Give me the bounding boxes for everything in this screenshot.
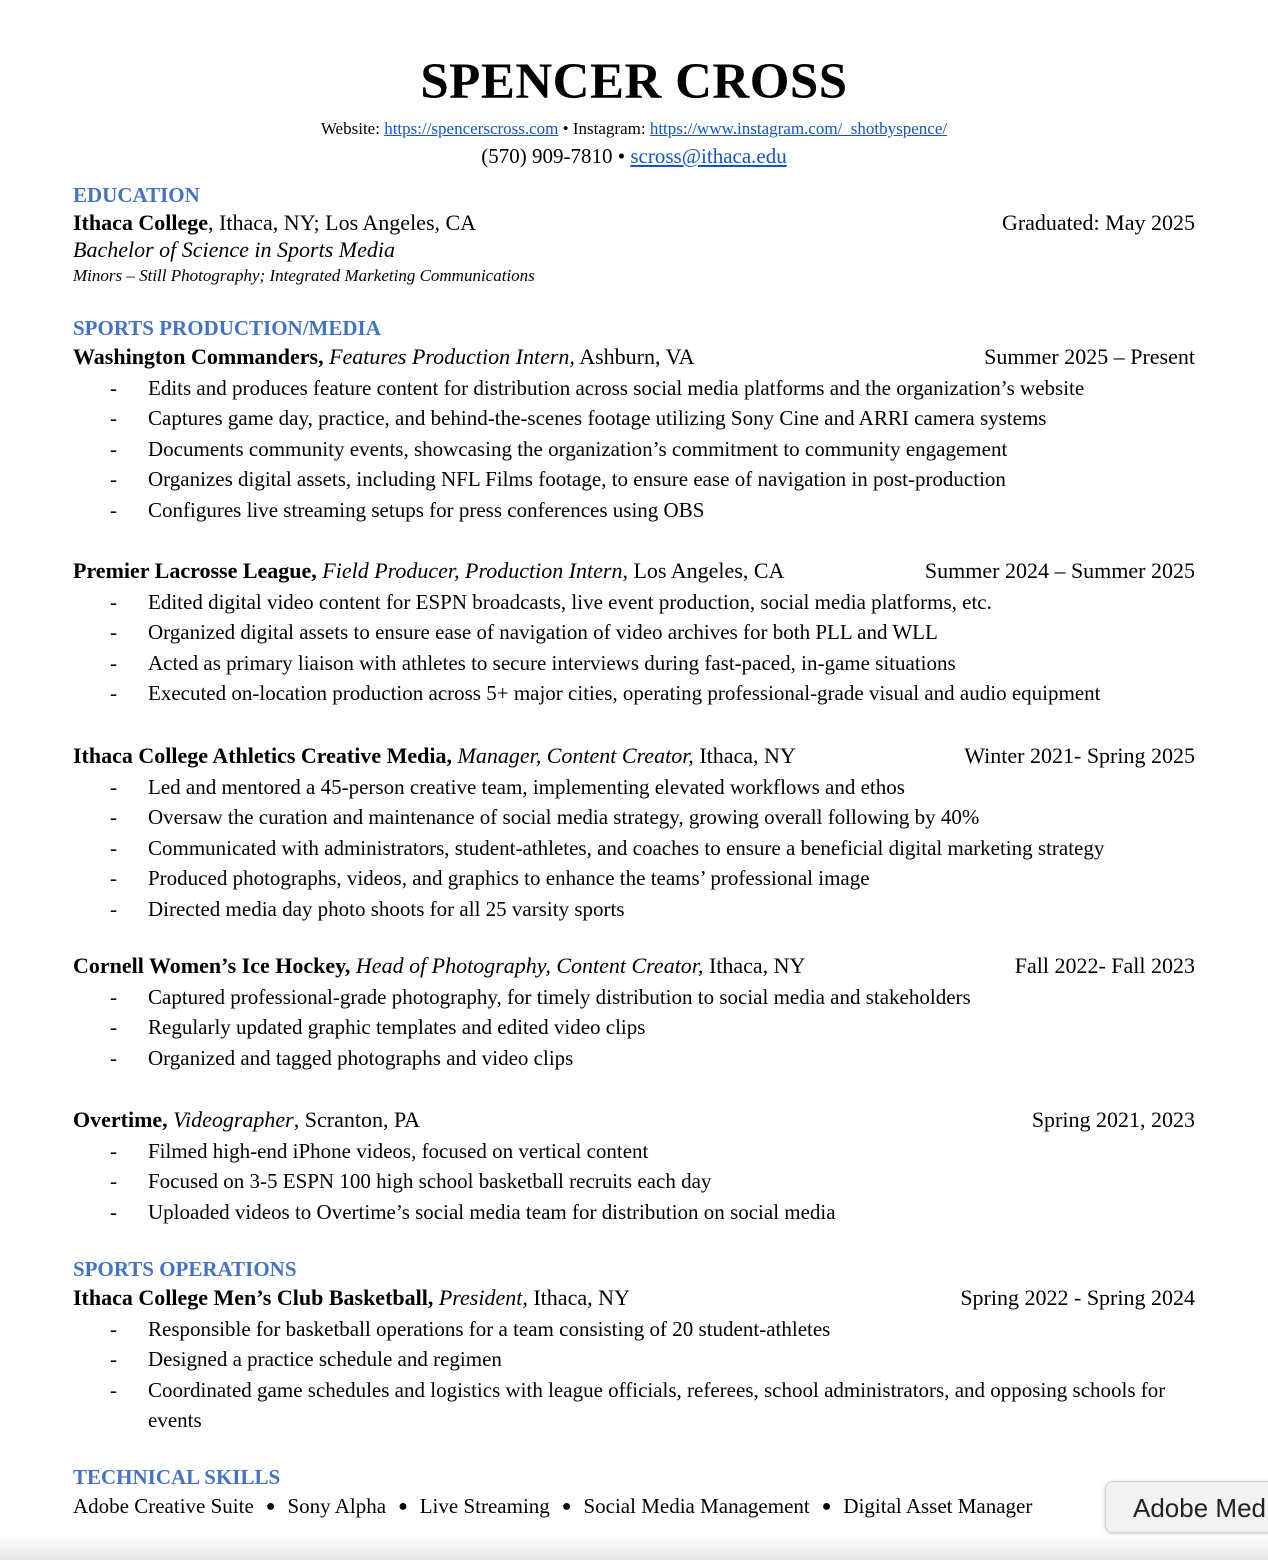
tooltip-overlay[interactable]: Adobe Med <box>1105 1481 1268 1533</box>
job-header <box>73 951 1195 981</box>
list-item: - Uploaded videos to Overtime’s social media team for distribution on social media <box>110 1199 836 1224</box>
job-header <box>73 342 1195 372</box>
list-item: - Coordinated game schedules and logistics with league officials, referees, school administrators, and opposing schools for events <box>110 1377 1166 1433</box>
skill-item: Live Streaming <box>419 1494 550 1518</box>
section-title-sports-operations: SPORTS OPERATIONS <box>73 1257 297 1281</box>
job-date: Summer 2025 – Present <box>984 344 1195 369</box>
list-item: - Organized digital assets to ensure ease of navigation of video archives for both PLL and WLL <box>110 620 938 645</box>
job-org: Premier Lacrosse League, <box>73 558 317 583</box>
window-bottom-edge <box>0 1535 1268 1560</box>
skill-item: Sony Alpha <box>287 1494 387 1518</box>
list-item: - Led and mentored a 45-person creative team, implementing elevated workflows and ethos <box>110 775 905 799</box>
list-item: - Responsible for basketball operations for a team consisting of 20 student-athletes <box>110 1317 831 1341</box>
job-bullets <box>0 1136 1268 1227</box>
list-item: - Produced photographs, videos, and graphics to enhance the teams’ professional image <box>110 866 870 891</box>
skill-item: Social Media Management <box>583 1494 810 1518</box>
education-row <box>73 208 1195 238</box>
job-header <box>73 556 1195 586</box>
job-role: Manager, Content Creator, <box>452 743 694 768</box>
job-location: Ithaca, NY <box>703 953 806 978</box>
list-item: - Acted as primary liaison with athletes to secure interviews during fast-paced, in-game situations <box>110 650 956 675</box>
list-item: - Captures game day, practice, and behind-the-scenes footage utilizing Sony Cine and ARRI camera systems <box>110 406 1047 431</box>
website-link[interactable]: https://spencerscross.com <box>384 119 559 138</box>
job-bullets <box>0 772 1268 924</box>
email-link[interactable]: scross@ithaca.edu <box>630 144 787 168</box>
list-item: - Regularly updated graphic templates and edited video clips <box>110 1015 646 1040</box>
job-location: Los Angeles, CA <box>627 558 785 583</box>
skill-separator: ● <box>265 1498 276 1515</box>
list-item: - Executed on-location production across 5+ major cities, operating professional-grade visual and audio equipment <box>110 681 1101 706</box>
job-header <box>73 1283 1195 1313</box>
job-role: Videographer <box>167 1107 294 1132</box>
list-item: - Organized and tagged photographs and video clips <box>110 1045 574 1070</box>
list-item: - Configures live streaming setups for press conferences using OBS <box>110 497 705 522</box>
section-title-education: EDUCATION <box>73 183 200 207</box>
graduation-date: Graduated: May 2025 <box>1001 210 1195 235</box>
job-org: Cornell Women’s Ice Hockey, <box>73 953 351 978</box>
job-org: Overtime, <box>73 1107 168 1132</box>
skill-item: Digital Asset Manager <box>843 1494 1033 1518</box>
contact-separator: • <box>558 119 573 138</box>
list-item: - Filmed high-end iPhone videos, focused on vertical content <box>110 1139 649 1163</box>
list-item: - Oversaw the curation and maintenance of social media strategy, growing overall following by 40% <box>110 805 980 830</box>
list-item: - Communicated with administrators, student-athletes, and coaches to ensure a beneficial digital marketing strategy <box>110 835 1105 860</box>
job-date: Winter 2021- Spring 2025 <box>964 743 1195 768</box>
job-bullets <box>0 373 1268 525</box>
list-item: - Edits and produces feature content for distribution across social media platforms and the organization’s website <box>110 376 1085 400</box>
instagram-link[interactable]: https://www.instagram.com/_shotbyspence/ <box>649 119 948 138</box>
job-location: , Scranton, PA <box>293 1107 421 1132</box>
job-date: Summer 2024 – Summer 2025 <box>924 558 1195 583</box>
list-item: - Edited digital video content for ESPN broadcasts, live event production, social media platforms, etc. <box>110 590 992 614</box>
job-location: Ashburn, VA <box>574 344 695 369</box>
contact-line-links <box>0 118 1268 140</box>
school-location: , Ithaca, NY; Los Angeles, CA <box>208 210 477 235</box>
job-org: Washington Commanders, <box>73 344 324 369</box>
skill-separator: ● <box>821 1498 832 1515</box>
job-bullets <box>0 1314 1268 1436</box>
job-location: Ithaca, NY <box>693 743 796 768</box>
job-date: Fall 2022- Fall 2023 <box>1014 953 1195 978</box>
skill-separator: ● <box>561 1498 572 1515</box>
skill-separator: ● <box>398 1498 408 1515</box>
job-bullets <box>0 982 1268 1073</box>
contact-line-phone-email <box>0 142 1268 170</box>
list-item: - Designed a practice schedule and regimen <box>110 1347 502 1372</box>
list-item: - Directed media day photo shoots for all 25 varsity sports <box>110 896 625 921</box>
school-name: Ithaca College <box>73 210 209 235</box>
skill-item: Adobe Creative Suite <box>73 1494 254 1518</box>
contact-separator: • <box>612 144 631 168</box>
minors: Minors – Still Photography; Integrated Marketing Communications <box>73 266 535 285</box>
list-item: - Organizes digital assets, including NFL Films footage, to ensure ease of navigation in post-production <box>110 467 1006 492</box>
job-date: Spring 2022 - Spring 2024 <box>960 1285 1195 1310</box>
website-label: Website: <box>320 119 385 138</box>
degree: Bachelor of Science in Sports Media <box>73 237 395 262</box>
instagram-label: Instagram: <box>572 119 650 138</box>
skills-list <box>73 1492 1113 1521</box>
phone-number: (570) 909-7810 <box>481 144 613 168</box>
section-title-sports-production: SPORTS PRODUCTION/MEDIA <box>73 316 381 340</box>
list-item: - Captured professional-grade photography, for timely distribution to social media and stakeholders <box>110 985 971 1009</box>
job-org: Ithaca College Men’s Club Basketball, <box>73 1285 434 1310</box>
job-location: Ithaca, NY <box>527 1285 630 1310</box>
list-item: - Documents community events, showcasing the organization’s commitment to community engagement <box>110 436 1008 461</box>
job-bullets <box>0 587 1268 709</box>
job-org: Ithaca College Athletics Creative Media, <box>73 743 453 768</box>
list-item: - Focused on 3-5 ESPN 100 high school basketball recruits each day <box>110 1169 712 1194</box>
job-role: Field Producer, Production Intern, <box>316 558 628 583</box>
section-title-technical-skills: TECHNICAL SKILLS <box>73 1465 281 1489</box>
job-role: President, <box>433 1285 528 1310</box>
job-header <box>73 741 1195 771</box>
job-role: Features Production Intern, <box>323 344 575 369</box>
resume-name: SPENCER CROSS <box>420 54 848 110</box>
job-date: Spring 2021, 2023 <box>1031 1107 1195 1132</box>
job-role: Head of Photography, Content Creator, <box>350 953 704 978</box>
job-header <box>73 1105 1195 1135</box>
